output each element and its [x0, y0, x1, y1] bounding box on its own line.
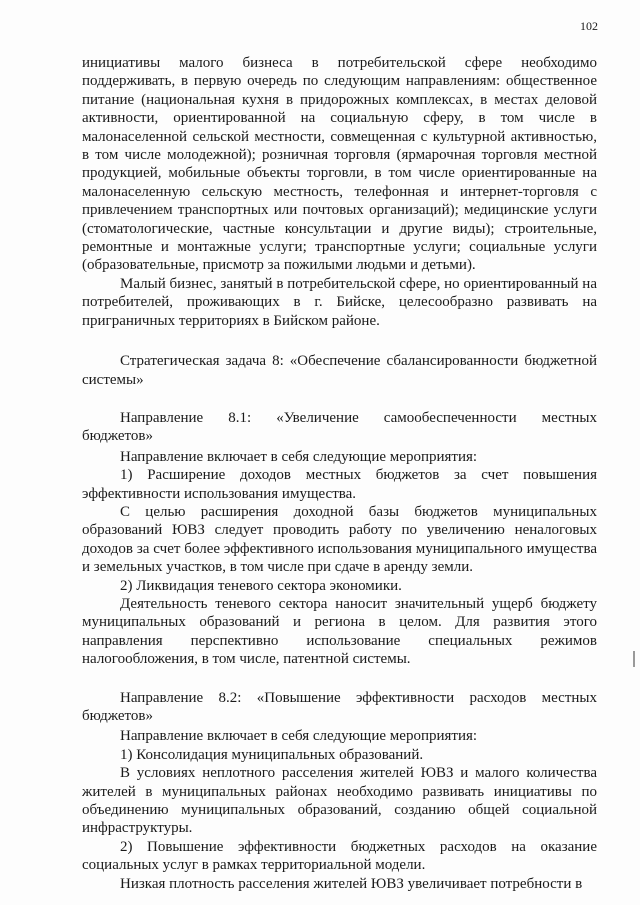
- page-number: 102: [580, 19, 598, 33]
- list-item: 2) Ликвидация теневого сектора экономики.: [120, 577, 402, 594]
- paragraph: Низкая плотность расселения жителей ЮВЗ увеличивает потребности в: [120, 875, 583, 892]
- direction-heading: Направление 8.2: «Повышение эффективности расходов местных бюджетов»: [82, 689, 597, 724]
- paragraph: В условиях неплотного расселения жителей ЮВЗ и малого количества жителей в муниципальных районах необходимо развивать инициативы по объединению муниципальных образований, созданию общей социальной инфраструктуры.: [82, 765, 597, 837]
- section-heading: Стратегическая задача 8: «Обеспечение сбалансированности бюджетной системы»: [82, 353, 597, 388]
- paragraph: С целью расширения доходной базы бюджетов муниципальных образований ЮВЗ следует проводить работу по увеличению неналоговых доходов за счет более эффективного использования муниципального имущества и земельных участков, в том числе при сдаче в аренду земли.: [82, 503, 597, 576]
- paragraph: Деятельность теневого сектора наносит значительный ущерб бюджету муниципальных образований и региона в целом. Для развития этого направления перспективно использование специальных режимов налогообложения, в том числе, патентной системы.: [82, 595, 597, 668]
- scan-margin-mark: [633, 651, 635, 667]
- paragraph: Малый бизнес, занятый в потребительской сфере, но ориентированный на потребителей, проживающих в г. Бийске, целесообразно развивать на приграничных территориях в Бийском районе.: [82, 275, 597, 329]
- list-item: 2) Повышение эффективности бюджетных расходов на оказание социальных услуг в рамках территориальной модели.: [82, 838, 597, 874]
- paragraph: инициативы малого бизнеса в потребительской сфере необходимо поддерживать, в первую очередь по следующим направлениям: общественное питание (национальная кухня в придорожных комплексах, в местах деловой активности, ориентированной на социальную сферу, в том числе в малонаселенной сельской местности, совмещенная с культурной активностью, в том числе молодежной); розничная торговля (ярмарочная торговля местной продукцией, мобильные объекты торговли, в том числе ориентированные на малонаселенную сельскую местность, телефонная и интернет-торговля с привлечением транспортных или почтовых организаций); медицинские услуги (стоматологические, частные консультации и другие виды); строительные, ремонтные и монтажные услуги; транспортные услуги; социальные услуги (образовательные, присмотр за пожилыми людьми и детьми).: [82, 55, 597, 274]
- direction-heading: Направление 8.1: «Увеличение самообеспеченности местных бюджетов»: [82, 409, 597, 445]
- list-item: 1) Расширение доходов местных бюджетов за счет повышения эффективности использования имущества.: [82, 467, 597, 502]
- paragraph: Направление включает в себя следующие мероприятия:: [120, 728, 478, 745]
- list-item: 1) Консолидация муниципальных образований.: [120, 746, 424, 763]
- paragraph: Направление включает в себя следующие мероприятия:: [120, 448, 478, 465]
- body-text: [82, 54, 597, 893]
